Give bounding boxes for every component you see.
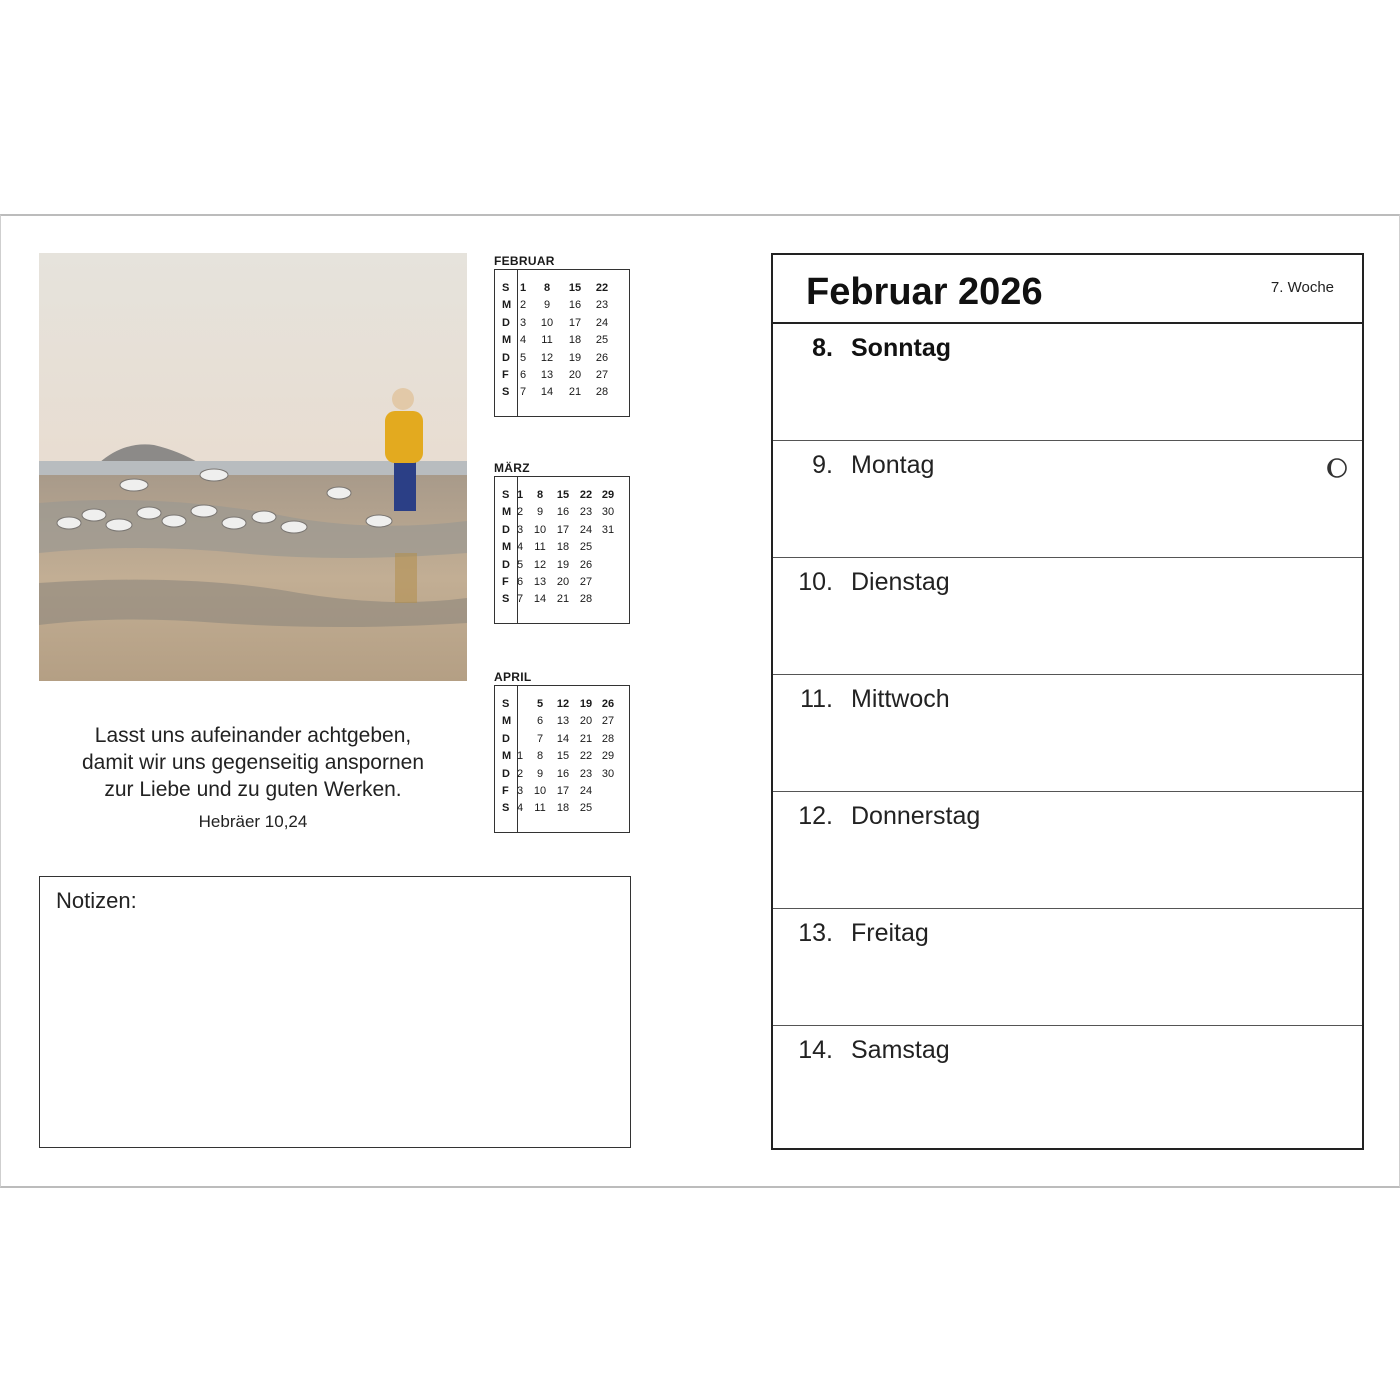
mini-calendar-title: FEBRUAR: [494, 254, 555, 268]
mini-calendar-day: 10: [533, 523, 547, 536]
mini-calendar-day: 20: [556, 576, 570, 588]
mini-calendar-day: 14: [540, 386, 554, 399]
quote-line: damit wir uns gegenseitig anspornen: [81, 751, 425, 774]
day-row-saturday[interactable]: [773, 1026, 1362, 1142]
mini-calendar-day: 9: [543, 299, 551, 312]
day-number: 12.: [798, 802, 833, 830]
mini-calendar-day: 7: [516, 593, 524, 606]
mini-calendar-day: 3: [516, 785, 524, 797]
weekday-letter: M: [502, 506, 512, 519]
weekday-letter: M: [502, 334, 512, 347]
mini-calendar-day: 28: [601, 732, 615, 745]
weekday-letter: F: [502, 576, 509, 588]
mini-calendar-day: 11: [534, 541, 546, 554]
planner-header: [773, 255, 1362, 324]
mini-calendar-day: 27: [579, 576, 593, 588]
mini-calendar-day: 17: [556, 523, 570, 536]
mini-calendar-title: MÄRZ: [494, 461, 530, 475]
day-name: Dienstag: [851, 568, 950, 596]
mini-calendar-row: [495, 524, 629, 541]
mini-calendar-day: 1: [516, 489, 524, 501]
mini-calendar-day: 5: [536, 698, 544, 710]
day-name: Samstag: [851, 1036, 950, 1064]
mini-calendar-row: [495, 576, 629, 593]
mini-calendar-day: 25: [579, 802, 593, 815]
mini-calendar-day: 1: [519, 282, 527, 294]
mini-calendar-day: 30: [601, 767, 615, 780]
mini-calendar-day: 7: [536, 732, 544, 745]
mini-calendar-day: 27: [595, 369, 609, 381]
mini-calendar-day: 21: [556, 593, 570, 606]
mini-calendar-day: 23: [579, 767, 593, 780]
mini-calendar-day: 8: [536, 750, 544, 763]
day-name: Freitag: [851, 919, 929, 947]
mini-calendar-day: 28: [579, 593, 593, 606]
day-number: 13.: [798, 919, 833, 947]
mini-calendar-day: 13: [533, 576, 547, 588]
mini-calendar-day: 15: [556, 750, 570, 763]
mini-calendar-day: 25: [579, 541, 593, 554]
weekday-letter: F: [502, 785, 509, 797]
mini-calendar-row: [495, 282, 629, 299]
quote-line: Lasst uns aufeinander achtgeben,: [94, 724, 412, 747]
mini-calendar-day: 16: [556, 767, 570, 780]
mini-calendar-day: 18: [556, 541, 570, 554]
mini-calendar-day: 6: [536, 715, 544, 728]
weekday-letter: S: [502, 386, 510, 399]
day-name: Donnerstag: [851, 802, 981, 830]
mini-calendar-day: 16: [556, 506, 570, 519]
mini-calendar-day: 9: [536, 506, 544, 519]
quote-reference: Hebräer 10,24: [198, 812, 308, 831]
day-row-thursday[interactable]: [773, 792, 1362, 909]
mini-calendar-day: 15: [568, 282, 582, 294]
moon-phase-icon: [1324, 455, 1350, 481]
mini-calendar-grid: [494, 269, 630, 417]
day-number: 11.: [800, 685, 833, 713]
mini-calendar-day: 9: [536, 767, 544, 780]
mini-calendar-day: 18: [556, 802, 570, 815]
day-number: 8.: [812, 334, 833, 362]
mini-calendar-day: 20: [568, 369, 582, 381]
day-name: Montag: [851, 451, 935, 479]
mini-calendar-day: 24: [579, 523, 593, 536]
mini-calendar-row: [495, 317, 629, 334]
mini-calendar-day: 13: [540, 369, 554, 381]
mini-calendar-day: 19: [556, 558, 570, 571]
day-number: 14.: [798, 1036, 833, 1064]
mini-calendar-row: [495, 369, 629, 386]
weekday-letter: D: [502, 558, 510, 571]
mini-calendar-day: 22: [595, 282, 609, 294]
weekday-letter: M: [502, 750, 512, 763]
notes-box[interactable]: [39, 876, 631, 1148]
mini-calendar-day: 20: [579, 715, 593, 728]
mini-calendar-day: 23: [579, 506, 593, 519]
weekday-letter: F: [502, 369, 509, 381]
mini-calendar-row: [495, 489, 629, 506]
mini-calendar-day: 11: [541, 334, 553, 347]
mini-calendar-day: 27: [601, 715, 615, 728]
week-number: 7. Woche: [1270, 279, 1334, 296]
mini-calendar-day: 13: [556, 715, 570, 728]
bible-quote: [39, 722, 467, 832]
week-planner: [771, 253, 1364, 1150]
mini-calendar-day: 23: [595, 299, 609, 312]
mini-calendar-row: [495, 559, 629, 576]
mini-calendar-day: 29: [601, 489, 615, 501]
mini-calendar-day: 31: [601, 523, 615, 536]
mini-calendar-day: 4: [519, 334, 527, 347]
weekday-letter: M: [502, 715, 512, 728]
mini-calendar-day: 21: [568, 386, 582, 399]
mini-calendar-day: 28: [595, 386, 609, 399]
mini-calendar-row: [495, 733, 629, 750]
mini-calendar-row: [495, 768, 629, 785]
mini-calendar-day: 26: [595, 351, 609, 364]
mini-calendar-day: 24: [595, 316, 609, 329]
mini-calendar-day: 19: [568, 351, 582, 364]
mini-calendar-row: [495, 750, 629, 767]
mini-calendar-day: 12: [540, 351, 554, 364]
mini-calendar-day: 2: [519, 299, 527, 312]
mini-calendar-day: 8: [543, 282, 551, 294]
mini-calendar-title: APRIL: [494, 670, 532, 684]
beach-photo: [39, 253, 467, 681]
quote-line: zur Liebe und zu guten Werken.: [104, 778, 402, 801]
mini-calendar-day: 17: [568, 316, 582, 329]
mini-calendar-day: 1: [516, 750, 524, 763]
weekday-letter: D: [502, 351, 510, 364]
mini-calendar-day: 24: [579, 785, 593, 797]
mini-calendar-day: 2: [516, 767, 524, 780]
day-row-wednesday[interactable]: [773, 675, 1362, 792]
mini-calendar-day: 10: [533, 785, 547, 797]
mini-calendar-day: 8: [536, 489, 544, 501]
mini-calendar-row: [495, 386, 629, 403]
day-row-monday[interactable]: [773, 441, 1362, 558]
mini-calendar-day: 16: [568, 299, 582, 312]
day-number: 9.: [812, 451, 833, 479]
mini-calendar-day: 19: [579, 698, 593, 710]
mini-calendar-row: [495, 593, 629, 610]
mini-calendar-day: 25: [595, 334, 609, 347]
mini-calendar-day: 14: [556, 732, 570, 745]
notes-label: Notizen:: [56, 888, 137, 913]
day-row-tuesday[interactable]: [773, 558, 1362, 675]
mini-calendar-day: 2: [516, 506, 524, 519]
mini-calendar-row: [495, 802, 629, 819]
mini-calendar-grid: [494, 685, 630, 833]
mini-calendar-day: 11: [534, 802, 546, 815]
mini-calendar-row: [495, 541, 629, 558]
mini-calendar-day: 5: [516, 558, 524, 571]
mini-calendar-day: 26: [601, 698, 615, 710]
day-row-friday[interactable]: [773, 909, 1362, 1026]
month-title: Februar 2026: [806, 271, 1043, 313]
mini-calendar-grid: [494, 476, 630, 624]
weekday-letter: S: [502, 698, 510, 710]
weekday-letter: D: [502, 523, 510, 536]
mini-calendar-row: [495, 506, 629, 523]
mini-calendar-day: 21: [579, 732, 593, 745]
mini-calendar-day: 7: [519, 386, 527, 399]
mini-calendar-day: 29: [601, 750, 615, 763]
mini-calendar-day: 5: [519, 351, 527, 364]
mini-calendar-day: 30: [601, 506, 615, 519]
weekday-letter: S: [502, 282, 510, 294]
weekday-letter: S: [502, 802, 510, 815]
weekday-letter: M: [502, 299, 512, 312]
mini-calendar-row: [495, 715, 629, 732]
mini-calendar-day: 6: [519, 369, 527, 381]
day-row-sunday[interactable]: [773, 324, 1362, 441]
day-name: Mittwoch: [851, 685, 950, 713]
mini-calendar-row: [495, 352, 629, 369]
mini-calendar-day: 4: [516, 541, 524, 554]
mini-calendar-day: 14: [533, 593, 547, 606]
mini-calendar-day: 12: [556, 698, 570, 710]
mini-calendar-day: 17: [556, 785, 570, 797]
mini-calendar-row: [495, 299, 629, 316]
mini-calendar-day: 15: [556, 489, 570, 501]
weekday-letter: D: [502, 316, 510, 329]
mini-calendar-row: [495, 334, 629, 351]
weekday-letter: D: [502, 767, 510, 780]
mini-calendar-day: 10: [540, 316, 554, 329]
weekday-letter: S: [502, 489, 510, 501]
mini-calendar-day: 3: [516, 523, 524, 536]
mini-calendar-day: 26: [579, 558, 593, 571]
mini-calendar-day: 22: [579, 750, 593, 763]
mini-calendar-day: 18: [568, 334, 582, 347]
weekday-letter: D: [502, 732, 510, 745]
mini-calendar-day: 4: [516, 802, 524, 815]
mini-calendar-row: [495, 698, 629, 715]
day-number: 10.: [798, 568, 833, 596]
mini-calendar-day: 3: [519, 316, 527, 329]
mini-calendar-day: 6: [516, 576, 524, 588]
mini-calendar-day: 22: [579, 489, 593, 501]
weekday-letter: S: [502, 593, 510, 606]
mini-calendar-day: 12: [533, 558, 547, 571]
day-name: Sonntag: [851, 334, 951, 362]
weekday-letter: M: [502, 541, 512, 554]
mini-calendar-row: [495, 785, 629, 802]
